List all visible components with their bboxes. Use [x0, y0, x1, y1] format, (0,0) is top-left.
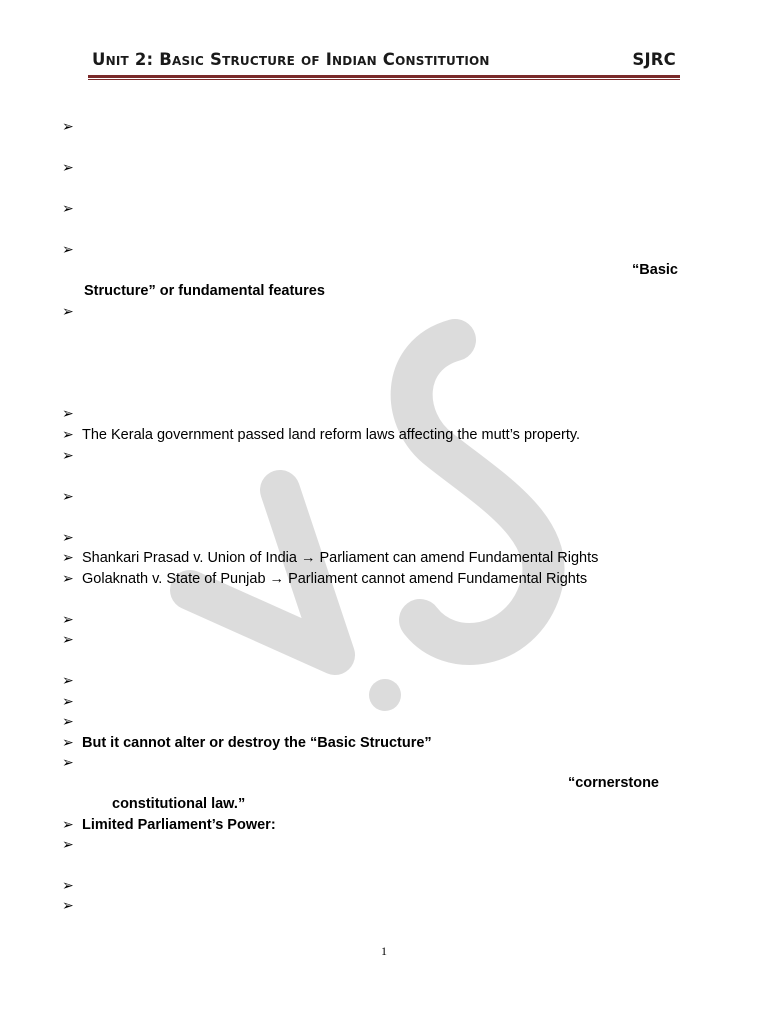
page-header [88, 48, 680, 74]
page-number: 1 [381, 944, 387, 958]
text-line-structure: Structure” or fundamental features [84, 283, 325, 299]
text-line-cornerstone: “cornerstone [567, 775, 659, 791]
bullet-marker: ➢ [62, 898, 74, 914]
text-line-golaknath: Golaknath v. State of Punjab → Parliament cannot amend Fundamental Rights [82, 571, 588, 587]
bullet-marker: ➢ [62, 612, 74, 628]
text-line-cannot-alter: But it cannot alter or destroy the “Basic Structure” [82, 735, 432, 751]
bullet-marker: ➢ [62, 530, 74, 546]
bullet-marker: ➢ [62, 837, 74, 853]
bullet-marker: ➢ [62, 755, 74, 771]
bullet-marker: ➢ [62, 735, 74, 751]
bullet-marker: ➢ [62, 160, 74, 176]
text-line-kerala: The Kerala government passed land reform laws affecting the mutt’s property. [82, 427, 581, 443]
bullet-marker: ➢ [62, 448, 74, 464]
text-line-shankari: Shankari Prasad v. Union of India → Parliament can amend Fundamental Rights [82, 550, 599, 566]
bullet-marker: ➢ [62, 119, 74, 135]
bullet-marker: ➢ [62, 878, 74, 894]
header-rule-thin [88, 79, 680, 80]
watermark-logo [150, 300, 630, 720]
bullet-marker: ➢ [62, 489, 74, 505]
text-line-limited-power: Limited Parliament’s Power: [82, 817, 276, 833]
bullet-marker: ➢ [62, 632, 74, 648]
header-rule-thick [88, 75, 680, 78]
bullet-marker: ➢ [62, 427, 74, 443]
bullet-marker: ➢ [62, 694, 74, 710]
bullet-marker: ➢ [62, 817, 74, 833]
header-title: Unit 2: Basic Structure of Indian Constitution [92, 50, 490, 69]
bullet-marker: ➢ [62, 714, 74, 730]
text-line-basic: “Basic [632, 262, 678, 278]
bullet-marker: ➢ [62, 242, 74, 258]
bullet-marker: ➢ [62, 673, 74, 689]
bullet-marker: ➢ [62, 304, 74, 320]
bullet-marker: ➢ [62, 550, 74, 566]
header-org: SJRC [632, 50, 676, 69]
bullet-marker: ➢ [62, 571, 74, 587]
text-line-constitutional-law: constitutional law.” [112, 796, 246, 812]
bullet-marker: ➢ [62, 406, 74, 422]
bullet-marker: ➢ [62, 201, 74, 217]
